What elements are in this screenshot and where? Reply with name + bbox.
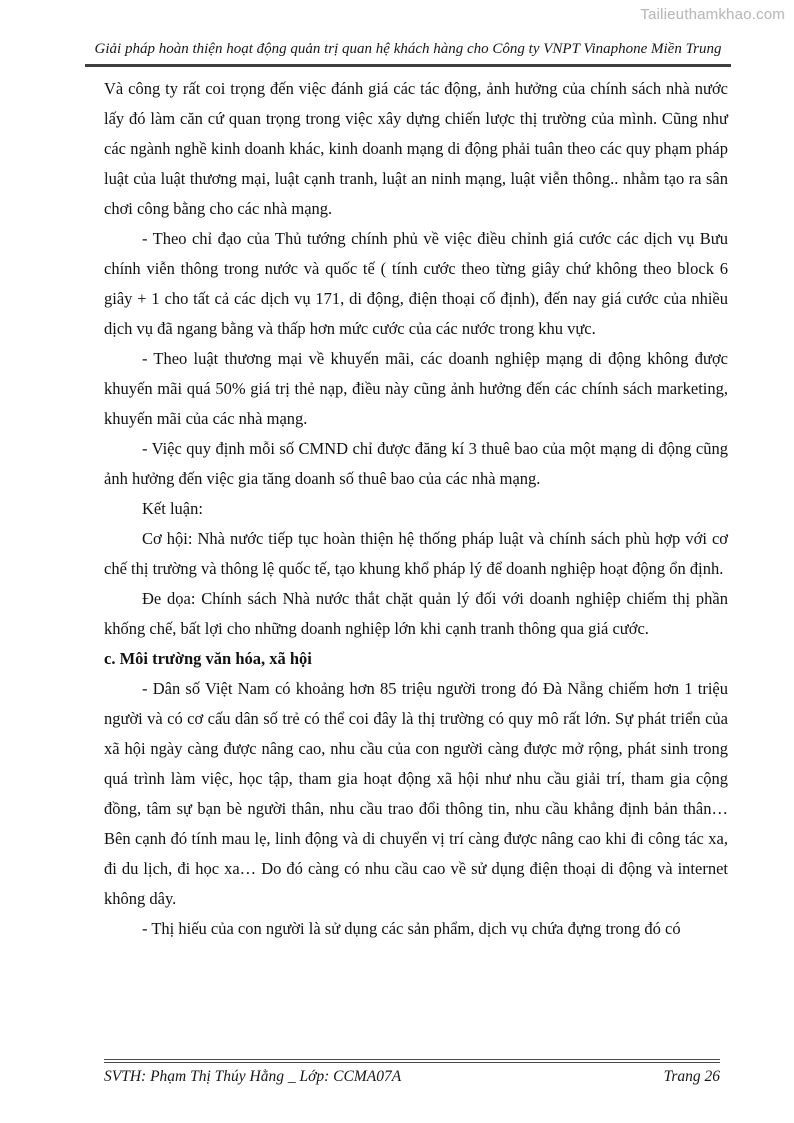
paragraph: - Dân số Việt Nam có khoảng hơn 85 triệu người trong đó Đà Nẵng chiếm hơn 1 triệu người và có cơ cấu dân số trẻ có thể coi đây là thị trường có quy mô rất lớn. Sự phát triển của xã hội ngày càng được nâng cao, nhu cầu của con người càng được mở rộng, phát sinh trong quá trình làm việc, học tập, tham gia hoạt động xã hội như nhu cầu giải trí, tham gia cộng đồng, tâm sự bạn bè người thân, nhu cầu trao đổi thông tin, nhu cầu khẳng định bản thân… Bên cạnh đó tính mau lẹ, linh động và di chuyển vị trí càng được nâng cao khi đi công tác xa, đi du lịch, đi học xa… Do đó càng có nhu cầu cao về sử dụng điện thoại di động và internet không dây. <box>104 679 728 908</box>
running-title: Giải pháp hoàn thiện hoạt động quản trị quan hệ khách hàng cho Công ty VNPT Vinaphone Miền Trung <box>94 41 722 57</box>
paragraph: - Thị hiếu của con người là sử dụng các sản phẩm, dịch vụ chứa đựng trong đó có <box>142 919 681 938</box>
paragraph: - Theo chỉ đạo của Thủ tướng chính phủ về việc điều chỉnh giá cước các dịch vụ Bưu chính viễn thông trong nước và quốc tế ( tính cước theo từng giây chứ không theo block 6 giây + 1 cho tất cả các dịch vụ 171, di động, điện thoại cố định), đến nay giá cước của nhiều dịch vụ đã ngang bằng và thấp hơn mức cước của các nước trong khu vực. <box>104 229 728 338</box>
paragraph: - Theo luật thương mại về khuyến mãi, các doanh nghiệp mạng di động không được khuyến mãi quá 50% giá trị thẻ nạp, điều này cũng ảnh hưởng đến các chính sách marketing, khuyến mãi của các nhà mạng. <box>104 349 728 428</box>
page-footer <box>104 1059 720 1086</box>
paragraph: Cơ hội: Nhà nước tiếp tục hoàn thiện hệ thống pháp luật và chính sách phù hợp với cơ chế thị trường và thông lệ quốc tế, tạo khung khổ pháp lý để doanh nghiệp hoạt động ổn định. <box>104 529 728 578</box>
paragraph: Kết luận: <box>142 499 203 518</box>
running-header <box>85 41 731 67</box>
paragraph: - Việc quy định mỗi số CMND chỉ được đăng kí 3 thuê bao của một mạng di động cũng ảnh hưởng đến việc gia tăng doanh số thuê bao của các nhà mạng. <box>104 439 728 488</box>
footer-author: SVTH: Phạm Thị Thúy Hằng _ Lớp: CCMA07A <box>104 1068 402 1085</box>
footer-page-number: Trang 26 <box>663 1068 720 1085</box>
paragraph: Và công ty rất coi trọng đến việc đánh giá các tác động, ảnh hưởng của chính sách nhà nước lấy đó làm căn cứ quan trọng trong việc xây dựng chiến lược thị trường của mình. Cũng như các ngành nghề kinh doanh khác, kinh doanh mạng di động phải tuân theo các quy phạm pháp luật của luật thương mại, luật cạnh tranh, luật an ninh mạng, luật viễn thông.. nhằm tạo ra sân chơi công bằng cho các nhà mạng. <box>104 79 728 218</box>
section-heading: c. Môi trường văn hóa, xã hội <box>104 649 312 668</box>
document-body <box>104 74 728 944</box>
watermark: Tailieuthamkhao.com <box>640 6 785 23</box>
paragraph: Đe dọa: Chính sách Nhà nước thắt chặt quản lý đối với doanh nghiệp chiếm thị phần khống chế, bất lợi cho những doanh nghiệp lớn khi cạnh tranh thông qua giá cước. <box>104 589 728 638</box>
